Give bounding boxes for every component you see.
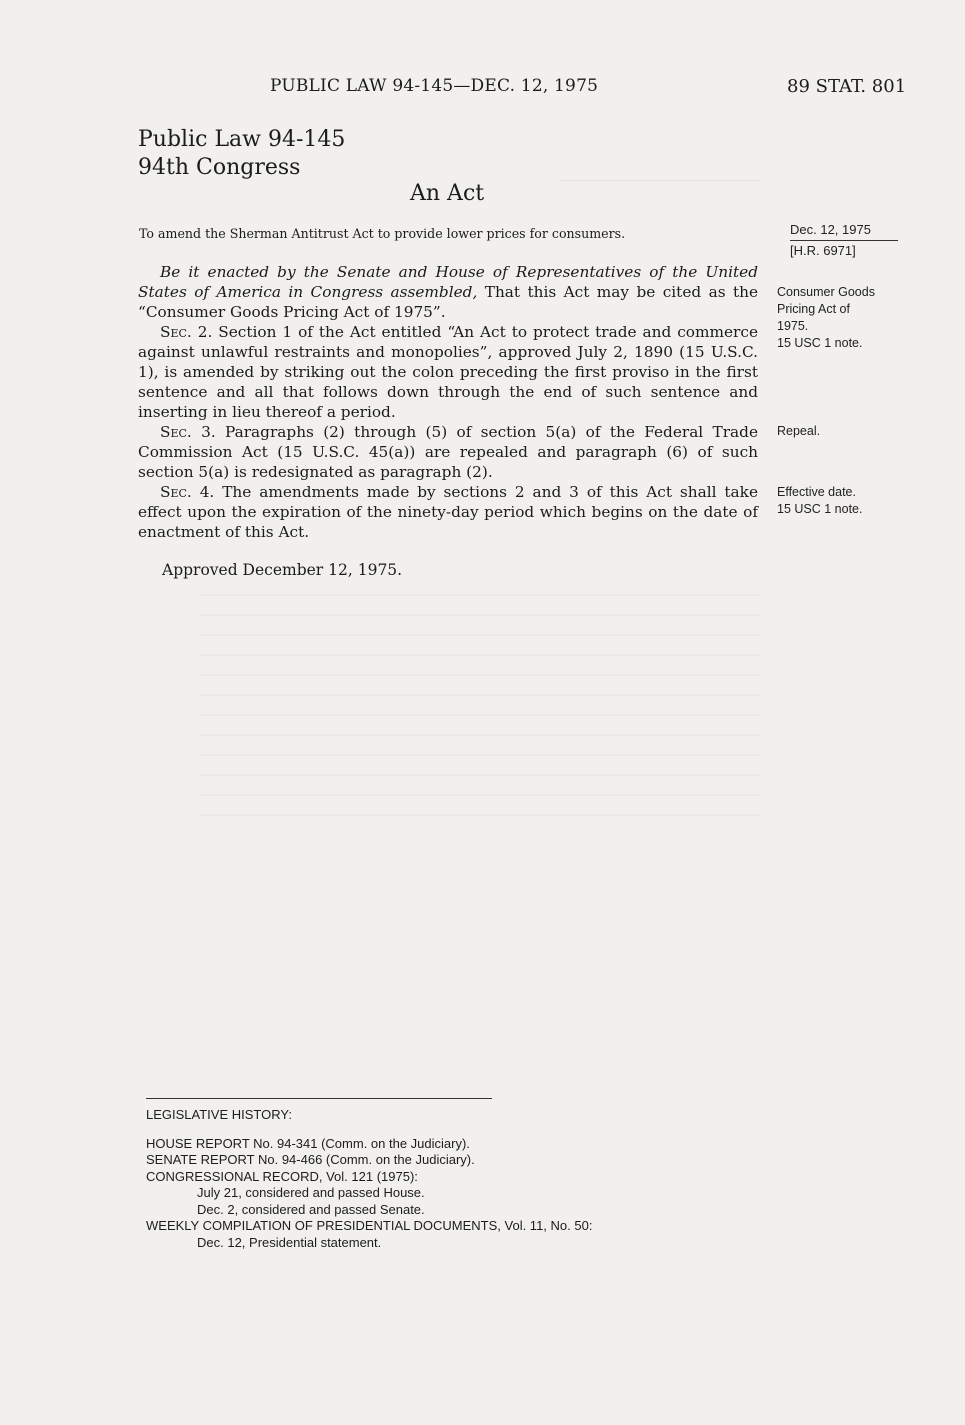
section-3: [138, 422, 758, 482]
margin-note-line: 15 USC 1 note.: [777, 336, 863, 350]
margin-date: Dec. 12, 1975: [790, 222, 871, 237]
congressional-record: CONGRESSIONAL RECORD, Vol. 121 (1975):: [146, 1168, 418, 1184]
section-2-text: Section 1 of the Act entitled “An Act to protect trade and commerce against unlawful restraints and monopolies”, approved July 2, 1890 (15 U.S.C. 1), is amended by striking out the colon preceding the first proviso in the first sentence and all that follows down through the end of such sentence and inserting in lieu thereof a period.: [138, 323, 758, 421]
margin-note-repeal: Repeal.: [777, 424, 821, 438]
section-4-label: Sec. 4.: [160, 483, 215, 501]
law-number: Public Law 94-145: [138, 127, 346, 152]
section-2: [138, 322, 758, 422]
section-1-text: That this Act may be cited as the “Consumer Goods Pricing Act of 1975”.: [138, 283, 758, 321]
section-3-text: Paragraphs (2) through (5) of section 5(a) of the Federal Trade Commission Act (15 U.S.C. 45(a)) are repealed and paragraph (6) of such section 5(a) is redesignated as paragraph (2).: [138, 423, 758, 481]
house-report: HOUSE REPORT No. 94-341 (Comm. on the Judiciary).: [146, 1135, 470, 1151]
section-4-text: The amendments made by sections 2 and 3 of this Act shall take effect upon the expiration of the ninety-day period which begins on the date of enactment of this Act.: [138, 483, 759, 541]
legislative-history-heading: LEGISLATIVE HISTORY:: [146, 1107, 292, 1122]
running-head: PUBLIC LAW 94-145—DEC. 12, 1975: [270, 76, 599, 96]
congress-number: 94th Congress: [138, 155, 301, 180]
approval-date: Approved December 12, 1975.: [162, 561, 403, 579]
act-body: [138, 262, 758, 542]
margin-note-line: 1975.: [777, 319, 809, 333]
legislative-history-rule: [146, 1098, 492, 1099]
show-through-artifact: [560, 120, 760, 181]
legislative-history: [146, 1107, 592, 1251]
section-4: [138, 482, 758, 542]
act-heading: An Act: [410, 181, 485, 206]
margin-note-line: Consumer Goods: [777, 285, 875, 299]
margin-bill-number: [H.R. 6971]: [790, 243, 856, 258]
section-2-label: Sec. 2.: [160, 323, 213, 341]
show-through-artifact: [200, 580, 760, 830]
section-3-label: Sec. 3.: [160, 423, 216, 441]
margin-note-short-title: [777, 284, 907, 352]
weekly-compilation-item: Dec. 12, Presidential statement.: [197, 1234, 382, 1250]
record-item: July 21, considered and passed House.: [197, 1185, 425, 1200]
section-1: [138, 262, 758, 322]
stat-page-number: 89 STAT. 801: [787, 76, 907, 97]
record-item: Dec. 2, considered and passed Senate.: [197, 1201, 425, 1217]
margin-note-line: Pricing Act of: [777, 302, 850, 316]
enacting-clause: Be it enacted by the Senate and House of Representatives of the United States of America in Congress assembled,: [138, 263, 758, 301]
senate-report: SENATE REPORT No. 94-466 (Comm. on the Judiciary).: [146, 1152, 475, 1167]
weekly-compilation: WEEKLY COMPILATION OF PRESIDENTIAL DOCUMENTS, Vol. 11, No. 50:: [146, 1218, 593, 1233]
margin-note-effective-date: [777, 484, 907, 518]
law-title-block: [138, 126, 345, 182]
act-purpose: To amend the Sherman Antitrust Act to provide lower prices for consumers.: [139, 226, 626, 241]
margin-date-block: [790, 220, 898, 261]
margin-note-line: Effective date.: [777, 485, 856, 499]
margin-note-line: 15 USC 1 note.: [777, 502, 863, 516]
